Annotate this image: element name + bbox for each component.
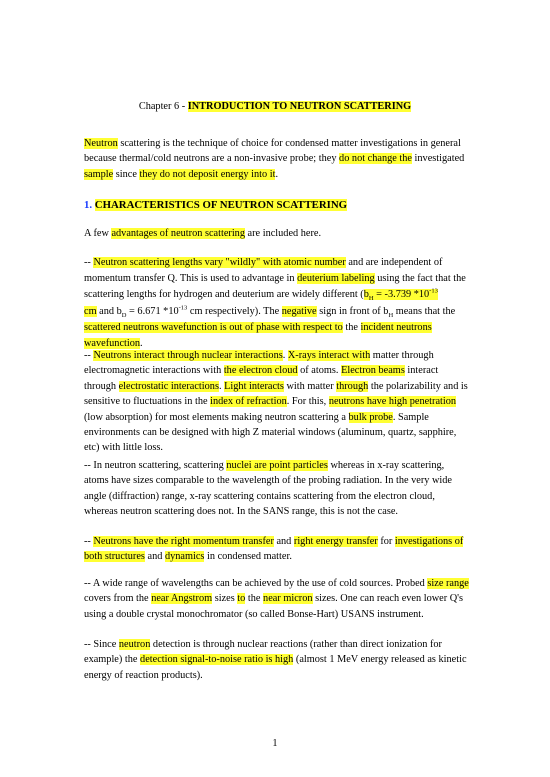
value: = -3.739 *10 [373, 289, 430, 301]
text: (almost 1 MeV energy released as kinetic energy of reaction products). [84, 654, 467, 681]
text: the [245, 593, 264, 605]
hl-text: bulk probe [348, 411, 393, 423]
advantages-intro [84, 226, 470, 241]
hl-text: advantages of neutron scattering [111, 228, 245, 239]
hl-text [363, 287, 438, 303]
superscript: -13 [429, 287, 438, 295]
hl-text: sample [84, 168, 114, 180]
hl-text: near Angstrom [151, 593, 213, 605]
hl-text: X-rays interact with [287, 350, 371, 361]
hl-text: neutrons have high penetration [328, 396, 457, 408]
paragraph-detection [84, 637, 470, 683]
section-title: CHARACTERISTICS OF NEUTRON SCATTERING [94, 199, 348, 211]
text: -- [84, 536, 94, 547]
text: and [144, 551, 165, 563]
text: since [113, 168, 140, 180]
text: sizes. One can reach even lower Q's using a double crystal monochromator (so called Bonse-Hart) USANS instrument. [84, 593, 464, 620]
hl-text: right energy transfer [293, 536, 378, 547]
hl-text: the electron cloud [223, 365, 298, 377]
section-number: 1. [84, 199, 95, 211]
text: . Sample environments can be designed with high Z material windows (aluminum, quartz, sapphire, etc) with little loss. [84, 411, 457, 454]
text: sizes [212, 593, 238, 605]
text: . [140, 338, 143, 350]
text: -- Since [84, 639, 119, 650]
hl-text: electrostatic interactions [118, 380, 219, 392]
page-number: 1 [272, 738, 278, 749]
text: the polarizability and is sensitive to fluctuations in the [84, 380, 468, 408]
hl-text: Neutrons interact through nuclear interactions [93, 350, 283, 361]
text: interact through [84, 365, 439, 392]
text: and b [96, 305, 122, 317]
text: matter through electromagnetic interactions with [84, 350, 434, 377]
hl-text: dynamics [164, 551, 205, 563]
text: . [275, 168, 279, 180]
text: and are independent of momentum transfer Q. This is used to advantage in [84, 257, 443, 285]
text: -- A wide range of wavelengths can be achieved by the use of cold sources. Probed [84, 578, 428, 589]
text: detection is through nuclear reactions (rather than direct ionization for example) the [84, 639, 442, 666]
paragraph-point-particles [84, 458, 470, 520]
subscript: H [368, 295, 374, 303]
value: = 6.671 *10 [126, 305, 179, 317]
text: the [342, 321, 361, 333]
text: . For this, [286, 396, 329, 408]
chapter-prefix: Chapter 6 - [138, 101, 188, 112]
hl-text: size range [427, 578, 469, 589]
hl-text: to [237, 593, 246, 605]
hl-text: Light interacts [224, 380, 284, 392]
hl-text: they do not deposit energy into it [139, 168, 276, 180]
text: . [218, 380, 225, 392]
text: scattering is the technique of choice for condensed matter investigations in general because thermal/cold neutrons are a non-invasive probe; they [84, 138, 461, 165]
hl-text: negative [281, 305, 317, 317]
text: are included here. [244, 228, 322, 239]
subscript: D [121, 311, 127, 319]
hl-text: cm [84, 305, 97, 317]
text: -- In neutron scattering, scattering [84, 460, 227, 471]
text: and [273, 536, 294, 547]
subscript: H [388, 311, 394, 319]
chapter-main-title: INTRODUCTION TO NEUTRON SCATTERING [187, 101, 412, 112]
text: -- [84, 257, 94, 268]
chapter-title [84, 99, 466, 114]
paragraph-momentum-energy [84, 534, 470, 565]
hl-text: Neutron [84, 138, 118, 149]
text: cm respectively). The [187, 305, 282, 317]
text: -- [84, 350, 94, 361]
text: using the fact that the scattering lengths for hydrogen and deuterium are widely different ( [84, 273, 466, 301]
hl-text: through [336, 380, 369, 392]
hl-text: near micron [263, 593, 313, 605]
text: b [383, 305, 389, 317]
hl-text: investigations of both structures [84, 536, 464, 563]
text: with matter [283, 380, 337, 392]
paragraph-interactions [84, 348, 470, 456]
superscript: -13 [178, 304, 188, 312]
paragraph-wavelengths [84, 576, 470, 622]
intro-paragraph [84, 136, 470, 182]
text: (low absorption) for most elements making neutron scattering a [84, 411, 349, 423]
text: covers from the [84, 593, 152, 605]
hl-text: Electron beams [341, 365, 405, 377]
text: of atoms. [297, 365, 342, 377]
hl-text: Neutrons have the right momentum transfer [93, 536, 274, 547]
text: A few [84, 228, 112, 239]
text: in condensed matter. [204, 551, 292, 563]
hl-text: Neutron scattering lengths vary "wildly" with atomic number [93, 257, 346, 268]
hl-text: do not change the [339, 153, 412, 165]
text: sign in front of [316, 305, 384, 317]
hl-text: deuterium labeling [297, 273, 375, 285]
hl-text: detection signal-to-noise ratio is high [140, 654, 294, 666]
hl-text: index of refraction [210, 396, 287, 408]
text: for [377, 536, 395, 547]
text: . [282, 350, 288, 361]
symbol: b [363, 289, 369, 301]
text: means that the [393, 305, 456, 317]
hl-text: nuclei are point particles [226, 460, 328, 471]
hl-text: incident neutrons wavefunction [84, 321, 432, 350]
section-heading [84, 198, 470, 213]
hl-text: neutron [118, 639, 151, 650]
paragraph-scattering-lengths [84, 255, 470, 352]
text: whereas in x-ray scattering, atoms have sizes comparable to the wavelength of the probing radiation. In the very wide angle (diffraction) range, x-ray scattering contains scattering from the electron cloud, whereas neutron scattering does not. In the SANS range, this is not the case. [84, 460, 452, 518]
hl-text: scattered neutrons wavefunction is out of phase with respect to [84, 321, 343, 333]
text: investigated [411, 153, 465, 165]
